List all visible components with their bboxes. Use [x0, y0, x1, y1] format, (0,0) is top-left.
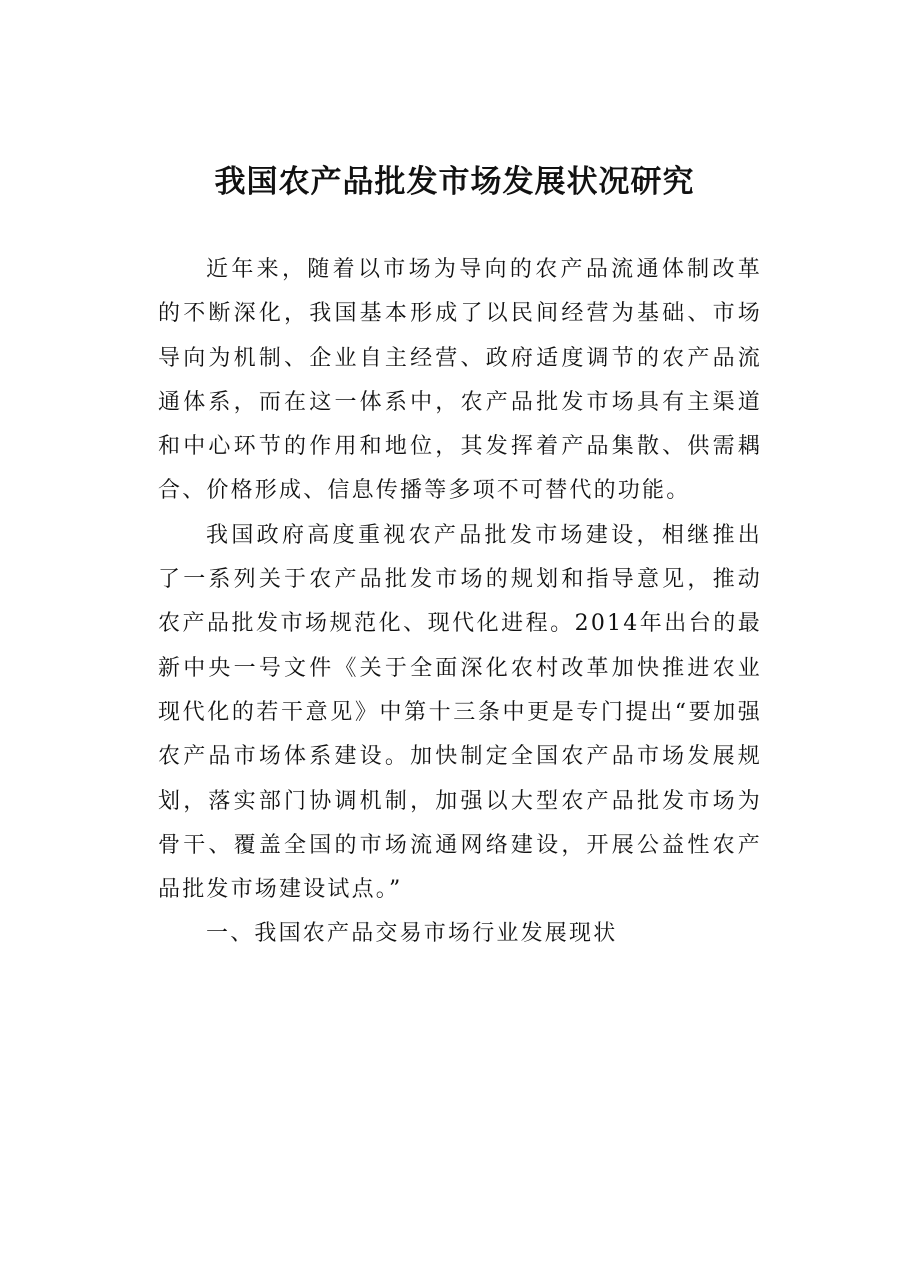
paragraph-policy: 我国政府高度重视农产品批发市场建设，相继推出了一系列关于农产品批发市场的规划和指导意见，推动农产品批发市场规范化、现代化进程。2014年出台的最新中央一号文件《关于全面深化农村改革加快推进农业现代化的若干意见》中第十三条中更是专门提出“要加强农产品市场体系建设。加快制定全国农产品市场发展规划，落实部门协调机制，加强以大型农产品批发市场为骨干、覆盖全国的市场流通网络建设，开展公益性农产品批发市场建设试点。” — [158, 522, 762, 903]
document-title: 我国农产品批发市场发展状况研究 — [214, 164, 695, 200]
document-body — [158, 248, 762, 957]
paragraph-intro: 近年来，随着以市场为导向的农产品流通体制改革的不断深化，我国基本形成了以民间经营为基础、市场导向为机制、企业自主经营、政府适度调节的农产品流通体系，而在这一体系中，农产品批发市场具有主渠道和中心环节的作用和地位，其发挥着产品集散、供需耦合、价格形成、信息传播等多项不可替代的功能。 — [158, 257, 762, 504]
section-heading: 一、我国农产品交易市场行业发展现状 — [206, 921, 618, 947]
